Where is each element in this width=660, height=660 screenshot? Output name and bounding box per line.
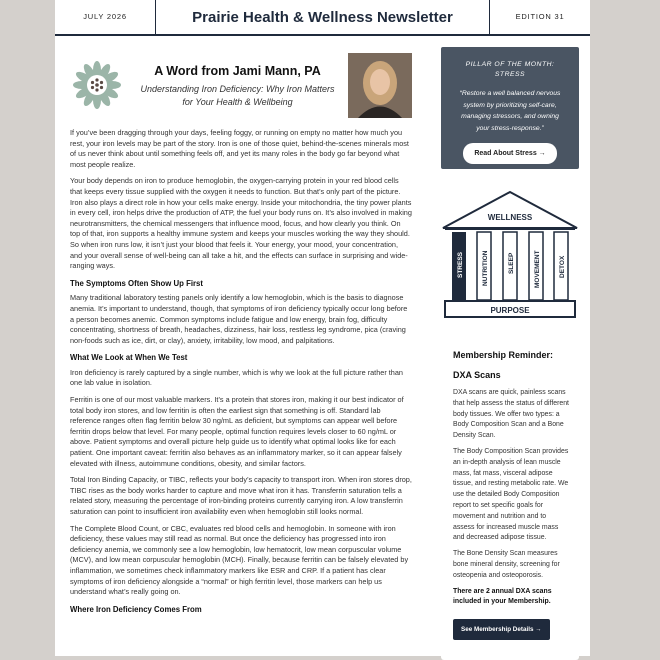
wellness-temple-diagram [441,190,579,320]
svg-text:STRESS: STRESS [457,251,464,278]
membership-reminder-card [441,340,579,660]
article-body [70,128,412,619]
article-subtitle: Understanding Iron Deficiency: Why Iron Matters for Your Health & Wellbeing [140,84,335,107]
article-paragraph: Total Iron Binding Capacity, or TIBC, reflects your body’s capacity to transport iron. When iron stores drop, TIBC rises as the body works harder to capture and move what iron it has. Transferrin saturation tells a related story, measuring the percentage of iron-binding proteins currently carrying iron. A low transferrin saturation can point to insufficient iron availability even when hemoglobin still looks normal. [70,475,412,516]
section-heading: What We Look at When We Test [70,353,188,363]
newsletter-header [55,0,590,36]
temple-roof [443,192,577,228]
article-paragraph: Iron deficiency is rarely captured by a single number, which is why we look at the full picture rather than one lab value in isolation. [70,367,403,388]
article-heading [135,64,340,109]
edition-number: EDITION 31 [489,0,590,34]
article-paragraph: Ferritin is one of our most valuable markers. It’s a protein that stores iron, making it our best indicator of total body iron stores, and low ferritin is often the earliest sign that something is off. Standard lab reference ranges often flag ferritin below 30 ng/mL as deficient, but symptoms can appear well before ferritin drops below that level. For many people, optimal function requires levels closer to 60 ng/mL or above. Patient symptoms and overall picture help guide us to identify what optimal looks like for each patient. One important caveat: ferritin also behaves as an inflammatory marker, so it can appear falsely elevated with illness, autoimmune conditions, obesity, and similar factors. [70,395,404,468]
membership-text: DXA scans are quick, painless scans that help assess the status of different body tissues. We offer two types: a Body Composition Scan and a Bone Density Scan. The Body Composition Scan provides an in-depth analysis of lean muscle mass, fat mass, visceral adipose tissue, and resting metabolic rate. We use the detailed Body Composition report to set specific goals for movement and nutrition and to assess for increased muscle mass and decreased adipose tissue. The Bone Density Scan measures bone mineral density, screening for osteopenia and osteoporosis. There are 2 annual DXA scans included in your Membership. [453,389,569,606]
svg-text:SLEEP: SLEEP [508,252,515,274]
pillar-label: PILLAR OF THE MONTH: STRESS [465,61,555,78]
author-photo [348,53,412,118]
svg-text:NUTRITION: NUTRITION [482,250,489,286]
svg-text:DETOX: DETOX [559,255,566,278]
temple-roof-label: WELLNESS [487,213,533,222]
issue-date: JULY 2026 [55,0,156,34]
article-paragraph: If you’ve been dragging through your days, feeling foggy, or running on empty no matter how much you rest, your iron levels may be part of the story. Iron is one of those quiet, behind-the-scenes minerals most of us never think about until something feels off, and yet its many roles in the body go far beyond what most people realize. [70,128,409,169]
article-paragraph: Many traditional laboratory testing panels only identify a low hemoglobin, which is the basis to diagnose anemia. It’s important to understand, though, that symptoms of iron deficiency typically occur long before a person becomes anemic. Common symptoms include fatigue and low energy, brain fog, difficulty concentrating, shortness of breath, headaches, dizziness, hair loss, restless leg syndrome, pica (craving non-foods such as ice, dirt, or clay), anxiety, irritability, low mood, and palpitations. [70,293,408,345]
membership-subtitle: DXA Scans [453,370,501,380]
svg-text:MOVEMENT: MOVEMENT [534,250,541,288]
newsletter-title: Prairie Health & Wellness Newsletter [192,8,453,26]
article-paragraph: Your body depends on iron to produce hemoglobin, the oxygen-carrying protein in your red blood cells that keeps every tissue supplied with the oxygen it needs to function. But that’s only part of the picture. Iron also plays a direct role in how your cells make energy. Inside your mitochondria, the tiny power plants in every cell, iron helps drive the production of ATP, the fuel your body runs on. It’s also involved in making neurotransmitters, the chemical messengers that influence mood, focus, and how clearly you think. On top of that, iron supports a healthy immune system and keeps your muscles working the way they should. So when iron runs low, it isn’t just your blood that feels it. Your energy, your mood, your concentration, and your overall sense of well-being can all take a hit, and the effects can surface in surprising and wide-ranging ways. [70,176,412,271]
read-about-stress-button[interactable]: Read About Stress → [463,143,556,164]
section-heading: The Symptoms Often Show Up First [70,278,203,288]
flower-logo-icon [72,60,122,110]
pillar-of-month-card [441,47,579,169]
see-membership-details-button[interactable]: See Membership Details → [453,619,550,640]
temple-base-label: PURPOSE [490,306,530,315]
pillar-quote: “Restore a well balanced nervous system by prioritizing self-care, managing stressors, and owning your stress-response.” [459,90,561,132]
temple-columns [452,232,568,300]
membership-title: Membership Reminder: [453,350,554,360]
section-heading: Where Iron Deficiency Comes From [70,604,202,614]
article-paragraph: The Complete Blood Count, or CBC, evaluates red blood cells and hemoglobin. In someone with iron deficiency, these values may still read as normal. But once the deficiency has progressed into iron deficiency anemia, we commonly see a low hemoglobin, low hematocrit, low mean corpuscular volume (MCV), and low mean corpuscular hemoglobin (MCH). Finally, because ferritin can be falsely elevated by inflammation, we sometimes check inflammatory markers like ESR and CRP. If a patient has clear symptoms of iron deficiency alongside a “normal” or high ferritin level, those markers can help us understand what’s really going on. [70,523,409,597]
article-title: A Word from Jami Mann, PA [154,64,321,78]
